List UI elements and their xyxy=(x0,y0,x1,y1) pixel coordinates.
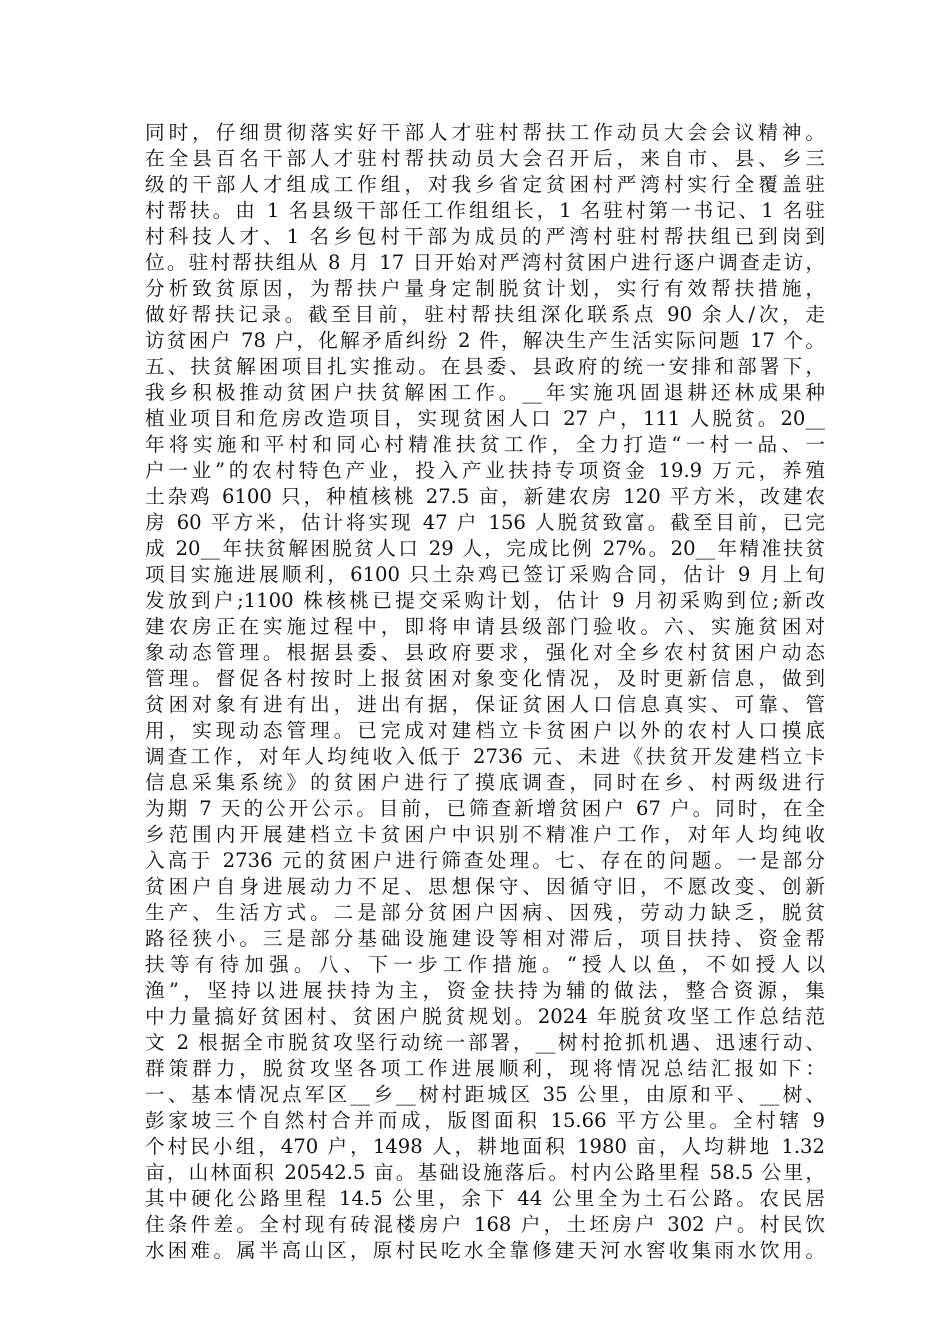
text-line: 信息采集系统》的贫困户进行了摸底调查，同时在乡、村两级进行 xyxy=(145,771,825,794)
text-line: 扶等有待加强。八、下一步工作措施。“授人以鱼，不如授人以 xyxy=(145,953,825,976)
text-line: 位。驻村帮扶组从 8 月 17 日开始对严湾村贫困户进行逐户调查走访， xyxy=(145,251,825,274)
document-body xyxy=(145,120,825,1264)
text-line: 中力量搞好贫困村、贫困户脱贫规划。2024 年脱贫攻坚工作总结范 xyxy=(145,1005,825,1028)
text-line: 彭家坡三个自然村合并而成，版图面积 15.66 平方公里。全村辖 9 xyxy=(145,1109,825,1132)
text-line: 成 20__年扶贫解困脱贫人口 29 人，完成比例 27%。20__年精准扶贫 xyxy=(145,537,825,560)
text-line: 路径狭小。三是部分基础设施建设等相对滞后，项目扶持、资金帮 xyxy=(145,927,825,950)
text-line: 年将实施和平村和同心村精准扶贫工作，全力打造“一村一品、一 xyxy=(145,433,825,456)
text-line: 一、基本情况点军区__乡__树村距城区 35 公里，由原和平、__树、 xyxy=(145,1083,825,1106)
text-line: 土杂鸡 6100 只，种植核桃 27.5 亩，新建农房 120 平方米，改建农 xyxy=(145,485,825,508)
text-line: 贫困对象有进有出，进出有据，保证贫困人口信息真实、可靠、管 xyxy=(145,693,825,716)
text-line: 房 60 平方米，估计将实现 47 户 156 人脱贫致富。截至目前，已完 xyxy=(145,511,825,534)
text-line: 入高于 2736 元的贫困户进行筛查处理。七、存在的问题。一是部分 xyxy=(145,849,825,872)
text-line: 贫困户自身进展动力不足、思想保守、因循守旧，不愿改变、创新 xyxy=(145,875,825,898)
text-line: 访贫困户 78 户，化解矛盾纠纷 2 件，解决生产生活实际问题 17 个。 xyxy=(145,329,825,352)
text-line: 发放到户;1100 株核桃已提交采购计划，估计 9 月初采购到位;新改 xyxy=(145,589,825,612)
text-line: 村科技人才、1 名乡包村干部为成员的严湾村驻村帮扶组已到岗到 xyxy=(145,225,825,248)
text-line: 同时，仔细贯彻落实好干部人才驻村帮扶工作动员大会会议精神。 xyxy=(145,121,825,144)
text-line: 五、扶贫解困项目扎实推动。在县委、县政府的统一安排和部署下， xyxy=(145,355,825,378)
text-line: 我乡积极推动贫困户扶贫解困工作。__年实施巩固退耕还林成果种 xyxy=(145,381,825,404)
text-line: 在全县百名干部人才驻村帮扶动员大会召开后，来自市、县、乡三 xyxy=(145,147,825,170)
text-line: 象动态管理。根据县委、县政府要求，强化对全乡农村贫困户动态 xyxy=(145,641,825,664)
text-line: 户一业”的农村特色产业，投入产业扶持专项资金 19.9 万元，养殖 xyxy=(145,459,825,482)
text-line: 植业项目和危房改造项目，实现贫困人口 27 户，111 人脱贫。20__ xyxy=(145,407,825,430)
text-line: 村帮扶。由 1 名县级干部任工作组组长，1 名驻村第一书记、1 名驻 xyxy=(145,199,825,222)
text-line: 用，实现动态管理。已完成对建档立卡贫困户以外的农村人口摸底 xyxy=(145,719,825,742)
text-line: 群策群力，脱贫攻坚各项工作进展顺利，现将情况总结汇报如下： xyxy=(145,1057,825,1080)
text-line: 其中硬化公路里程 14.5 公里，余下 44 公里全为土石公路。农民居 xyxy=(145,1187,825,1210)
text-line: 建农房正在实施过程中，即将申请县级部门验收。六、实施贫困对 xyxy=(145,615,825,638)
text-line: 为期 7 天的公开公示。目前，已筛查新增贫困户 67 户。同时，在全 xyxy=(145,797,825,820)
text-line: 分析致贫原因，为帮扶户量身定制脱贫计划，实行有效帮扶措施， xyxy=(145,277,825,300)
text-line: 文 2 根据全市脱贫攻坚行动统一部署，__树村抢抓机遇、迅速行动、 xyxy=(145,1031,825,1054)
text-line: 渔”，坚持以进展扶持为主，资金扶持为辅的做法，整合资源，集 xyxy=(145,979,825,1002)
text-line: 管理。督促各村按时上报贫困对象变化情况，及时更新信息，做到 xyxy=(145,667,825,690)
text-line: 调查工作，对年人均纯收入低于 2736 元、未进《扶贫开发建档立卡 xyxy=(145,745,825,768)
text-line: 住条件差。全村现有砖混楼房户 168 户，土坯房户 302 户。村民饮 xyxy=(145,1213,825,1236)
text-line: 生产、生活方式。二是部分贫困户因病、因残，劳动力缺乏，脱贫 xyxy=(145,901,825,924)
text-line: 乡范围内开展建档立卡贫困户中识别不精准户工作，对年人均纯收 xyxy=(145,823,825,846)
text-line: 级的干部人才组成工作组，对我乡省定贫困村严湾村实行全覆盖驻 xyxy=(145,173,825,196)
text-line: 水困难。属半高山区，原村民吃水全靠修建天河水窖收集雨水饮用。 xyxy=(145,1239,825,1262)
text-line: 个村民小组，470 户，1498 人，耕地面积 1980 亩，人均耕地 1.32 xyxy=(145,1135,825,1158)
text-line: 做好帮扶记录。截至目前，驻村帮扶组深化联系点 90 余人/次，走 xyxy=(145,303,825,326)
text-line: 项目实施进展顺利，6100 只土杂鸡已签订采购合同，估计 9 月上旬 xyxy=(145,563,825,586)
text-line: 亩，山林面积 20542.5 亩。基础设施落后。村内公路里程 58.5 公里， xyxy=(145,1161,825,1184)
